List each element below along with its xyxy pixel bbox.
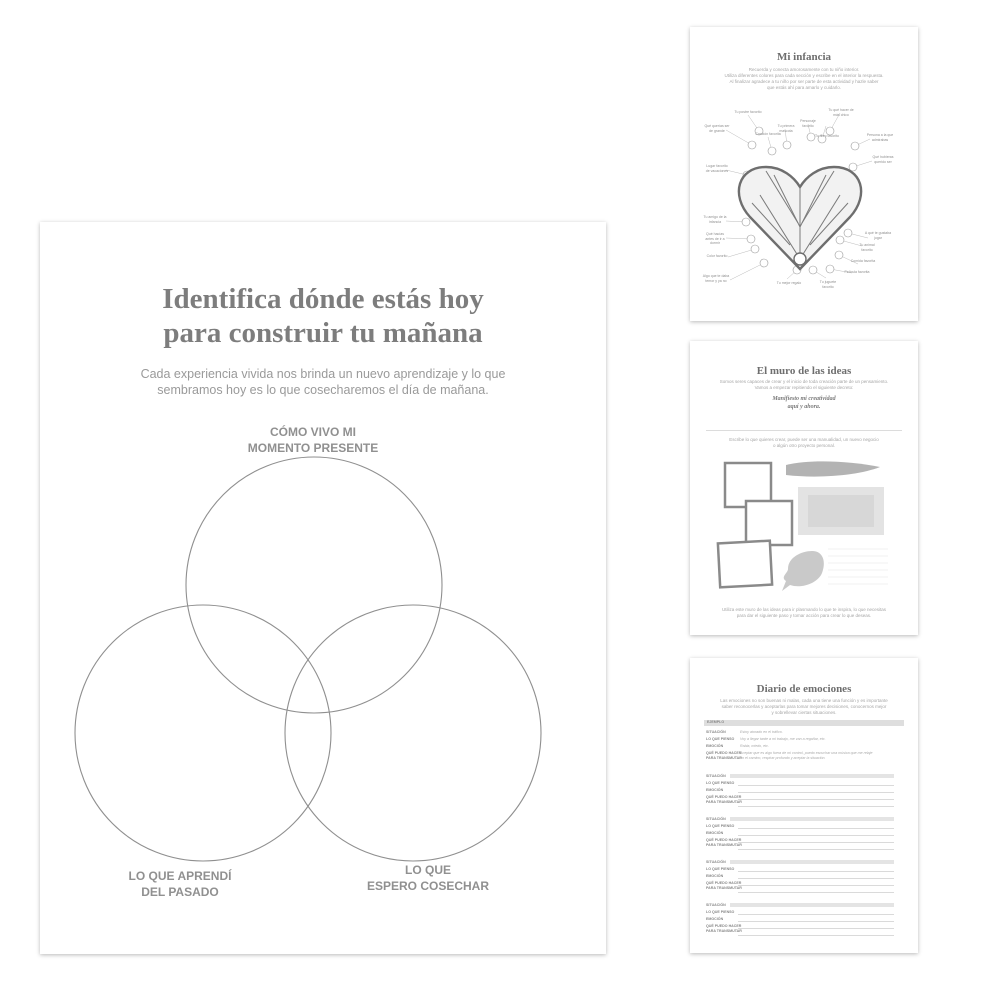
footer-line: Utiliza este muro de las ideas para ir plasmando lo que te inspira, lo que necesitas (721, 607, 887, 612)
example-hacer-value (740, 751, 872, 761)
hacer-label-line: PARA TRANSMUTAR (706, 800, 742, 804)
entry-line[interactable] (738, 914, 894, 915)
entry-pienso-label: LO QUE PIENSO (706, 781, 735, 785)
example-emocion-label: EMOCIÓN (706, 744, 724, 748)
mi-infancia-title: Mi infancia (776, 51, 832, 63)
heart-label: Tu libro favorito (815, 134, 839, 138)
hacer-label-line: PARA TRANSMUTAR (706, 756, 742, 760)
footer-line: para dar el siguiente paso y tomar acción para crear lo que deseas. (736, 613, 872, 618)
heart-label: Tu animal favorito (859, 243, 875, 252)
entry-situacion-label: SITUACIÓN (706, 903, 726, 907)
note-frame-3 (718, 541, 772, 588)
intro-line: y sobrellevar ciertas situaciones. (771, 710, 837, 715)
intro-line: Somos seres capaces de crear y el inicio de toda creación parte de un pensamiento. (719, 379, 889, 384)
entry-line[interactable] (738, 799, 894, 800)
heart-label: Canción favorita (755, 132, 781, 136)
example-situacion-value: Estoy atorado en el tráfico. (740, 730, 783, 734)
intro-line: Al finalizar agradece a tu niño por ser parte de esta actividad y hazle saber (729, 79, 879, 84)
intro-line: Las emociones no son buenas ni malas, cada una tiene una función y es importante (720, 698, 888, 703)
hacer-label-line: QUÉ PUEDO HACER (706, 924, 742, 928)
example-header: EJEMPLO (707, 720, 725, 724)
quote-line: Manifiesto mi creatividad (772, 396, 836, 402)
entry-field[interactable] (730, 774, 894, 778)
note-frame-2 (746, 501, 792, 545)
heart-label: Tu qué hacer de más chico (828, 108, 854, 117)
heart-label: Algo que te daba temor y ya no (702, 274, 730, 283)
example-pienso-label: LO QUE PIENSO (706, 737, 735, 741)
entry-pienso-label: LO QUE PIENSO (706, 824, 735, 828)
entry-situacion-label: SITUACIÓN (706, 860, 726, 864)
muro-footer (704, 607, 904, 619)
hacer-label-line: QUÉ PUEDO HACER (706, 881, 742, 885)
heart-label: Tu mejor regalo (776, 281, 802, 285)
muro-ideas-page (690, 341, 918, 635)
heart-label: Lugar favorito de vacaciones (705, 164, 729, 173)
entry-emocion-label: EMOCIÓN (706, 874, 724, 878)
example-emocion-value: Rabia, miedo, etc. (740, 744, 769, 748)
hacer-value-line: en el camino, respirar profundo y aceptar la situación. (740, 756, 826, 760)
brush-stroke (786, 461, 880, 476)
muro-title: El muro de las ideas (756, 365, 852, 377)
diario-emociones-page (690, 658, 918, 953)
label-future-line-2: ESPERO COSECHAR (366, 879, 490, 893)
intro-line: Utiliza diferentes colores para cada sección y escribe en el interior la respuesta. (724, 73, 884, 78)
subtitle-line-2: sembramos hoy es lo que cosecharemos el día de mañana. (157, 383, 489, 397)
heart-label: Película favorita (844, 270, 870, 274)
circle-past (75, 605, 331, 861)
venn-worksheet-page (40, 222, 606, 954)
heart-label: Comida favorita (850, 259, 876, 263)
entry-block (690, 858, 918, 902)
entry-line[interactable] (738, 935, 894, 936)
entry-block (690, 901, 918, 945)
entry-emocion-label: EMOCIÓN (706, 788, 724, 792)
heart-label: Persona a la que admirabas (866, 133, 894, 142)
intro-line: Recuerda y conecta amorosamente con tu niño interior. (748, 67, 860, 72)
heart-label: Tu amigo de la infancia (703, 215, 727, 224)
heart-label: Qué hacías antes de ir a dormir (705, 232, 725, 245)
entry-line[interactable] (738, 785, 894, 786)
hacer-label-line: QUÉ PUEDO HACER (706, 838, 742, 842)
example-situacion-label: SITUACIÓN (706, 730, 726, 734)
entry-situacion-label: SITUACIÓN (706, 774, 726, 778)
entry-hacer-label (706, 881, 742, 891)
heart-label: Tu primera mascota (777, 124, 795, 133)
label-past-line-2: DEL PASADO (141, 885, 219, 899)
entry-line[interactable] (738, 885, 894, 886)
title-line-1: Identifica dónde estás hoy (162, 283, 484, 315)
label-past (80, 868, 280, 900)
paper-swatch-shade (808, 495, 874, 527)
quote-line: aquí y ahora. (787, 404, 821, 410)
entry-emocion-label: EMOCIÓN (706, 831, 724, 835)
entry-line[interactable] (738, 792, 894, 793)
entry-line[interactable] (738, 849, 894, 850)
example-hacer-label (706, 751, 742, 761)
entry-line[interactable] (738, 842, 894, 843)
instr-line: o algún otro proyecto personal. (772, 443, 836, 448)
example-header-bar (704, 720, 904, 726)
entry-line[interactable] (738, 892, 894, 893)
intro-line: que estás ahí para amarlo y cuidarlo. (766, 85, 842, 90)
entry-block (690, 772, 918, 816)
entry-line[interactable] (738, 921, 894, 922)
mi-infancia-page (690, 27, 918, 321)
heart-label: Qué hubieras querido ser (872, 155, 894, 164)
intro-line: saber reconocerlas y aceptarlas para tomar mejores decisiones, conocernos mejor (721, 704, 887, 709)
hacer-label-line: PARA TRANSMUTAR (706, 929, 742, 933)
example-pienso-value: Voy a llegar tarde a mi trabajo, me van a regañar, etc. (740, 737, 826, 741)
venn-diagram (40, 222, 606, 954)
entry-line[interactable] (738, 806, 894, 807)
heart-label: Qué querías ser de grande (704, 124, 730, 133)
entry-pienso-label: LO QUE PIENSO (706, 910, 735, 914)
entry-situacion-label: SITUACIÓN (706, 817, 726, 821)
title-line-2: para construir tu mañana (163, 317, 483, 349)
entry-line[interactable] (738, 928, 894, 929)
hacer-label-line: QUÉ PUEDO HACER (706, 751, 742, 755)
heart-label: Color favorito (706, 254, 728, 258)
diario-title: Diario de emociones (756, 683, 852, 695)
entry-line[interactable] (738, 828, 894, 829)
label-present-line-2: MOMENTO PRESENTE (247, 441, 379, 455)
hacer-label-line: PARA TRANSMUTAR (706, 886, 742, 890)
label-past-line-1: LO QUE APRENDÍ (128, 869, 232, 883)
entry-hacer-label (706, 795, 742, 805)
entry-hacer-label (706, 924, 742, 934)
label-present-line-1: CÓMO VIVO MI (269, 425, 356, 439)
entry-line[interactable] (738, 871, 894, 872)
subtitle-line-1: Cada experiencia vivida nos brinda un nuevo aprendizaje y lo que (140, 367, 506, 381)
hacer-label-line: QUÉ PUEDO HACER (706, 795, 742, 799)
entry-line[interactable] (738, 835, 894, 836)
heart-label: A qué te gustaba jugar (864, 231, 892, 240)
entry-line[interactable] (738, 878, 894, 879)
idea-wall (690, 341, 918, 635)
heart-label: Personaje favorito (800, 119, 816, 128)
heart-label: Tu postre favorito (734, 110, 762, 114)
instr-line: Escribe lo que quieres crear, puede ser una manualidad, un nuevo negocio (729, 437, 879, 442)
hacer-value-line: Aceptar que es algo fuera de mi control, puedo escuchar una música que me relaje (740, 751, 873, 755)
diario-intro (702, 698, 906, 716)
entry-field[interactable] (730, 903, 894, 907)
entry-field[interactable] (730, 817, 894, 821)
label-future (328, 862, 528, 894)
entry-hacer-label (706, 838, 742, 848)
speech-bubble-icon (782, 551, 824, 591)
circle-present (186, 457, 442, 713)
entry-block (690, 815, 918, 859)
intro-line: Vamos a empezar repitiendo el siguiente decreto: (754, 385, 854, 390)
entry-pienso-label: LO QUE PIENSO (706, 867, 735, 871)
entry-field[interactable] (730, 860, 894, 864)
heart-label: Tu juguete favorito (819, 280, 837, 289)
circle-future (285, 605, 541, 861)
entry-emocion-label: EMOCIÓN (706, 917, 724, 921)
label-future-line-1: LO QUE (404, 863, 451, 877)
hacer-label-line: PARA TRANSMUTAR (706, 843, 742, 847)
